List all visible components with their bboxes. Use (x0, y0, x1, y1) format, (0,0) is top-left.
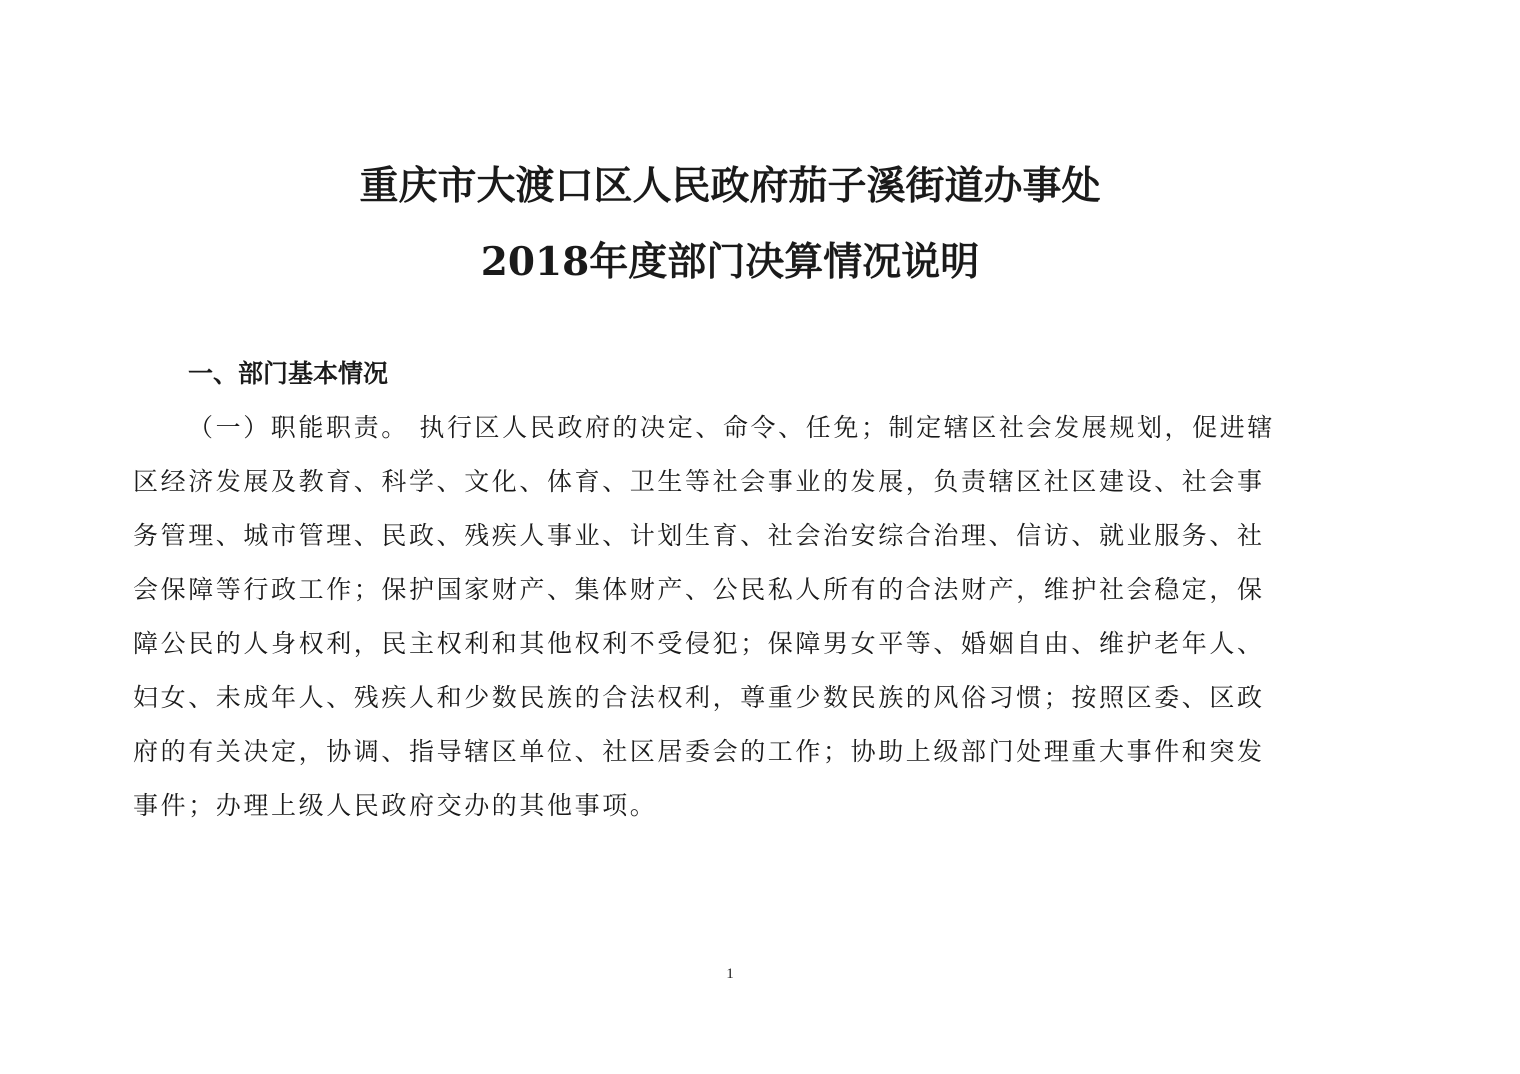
subsection-label: （一）职能职责。 (188, 413, 409, 442)
paragraph-line: 妇女、未成年人、残疾人和少数民族的合法权利，尊重少数民族的风俗习惯；按照区委、区政 (133, 683, 1265, 712)
paragraph-line: 事件；办理上级人民政府交办的其他事项。 (133, 791, 658, 820)
document-title-line-2: 2018年度部门决算情况说明 (480, 239, 980, 285)
section-heading: 一、部门基本情况 (188, 359, 389, 388)
paragraph-line: 障公民的人身权利，民主权利和其他权利不受侵犯；保障男女平等、婚姻自由、维护老年人、 (133, 629, 1265, 658)
paragraph-line: 区经济发展及教育、科学、文化、体育、卫生等社会事业的发展，负责辖区社区建设、社会事 (133, 467, 1265, 496)
paragraph-line: 会保障等行政工作；保护国家财产、集体财产、公民私人所有的合法财产，维护社会稳定，保 (133, 575, 1265, 604)
paragraph-line (188, 410, 1323, 446)
paragraph-text: 执行区人民政府的决定、命令、任免；制定辖区社会发展规划，促进辖 (419, 413, 1275, 442)
paragraph-line: 务管理、城市管理、民政、残疾人事业、计划生育、社会治安综合治理、信访、就业服务、社 (133, 521, 1265, 550)
document-title-line-1: 重庆市大渡口区人民政府茄子溪街道办事处 (359, 163, 1101, 209)
page-number: 1 (726, 966, 734, 982)
paragraph-line: 府的有关决定，协调、指导辖区单位、社区居委会的工作；协助上级部门处理重大事件和突发 (133, 737, 1265, 766)
